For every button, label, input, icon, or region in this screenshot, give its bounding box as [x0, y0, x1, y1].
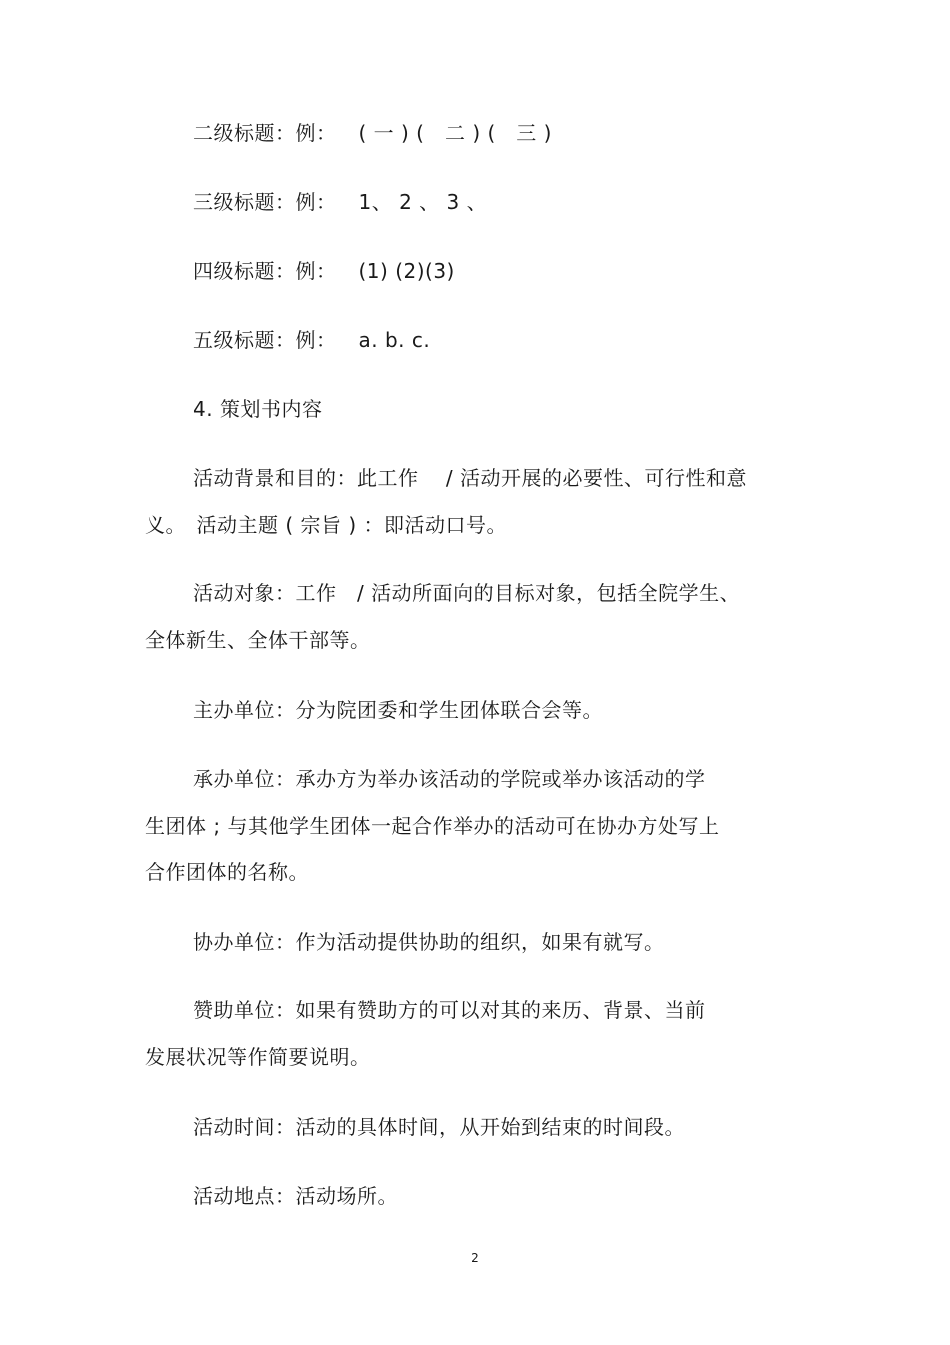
- heading-level-example: a. b. c.: [358, 328, 431, 352]
- heading-level-label: 三级标题：例：: [193, 190, 337, 214]
- paragraph-line: 义。 活动主题 ( 宗旨 ) ：即活动口号。: [145, 513, 508, 537]
- paragraph-line: 合作团体的名称。: [145, 860, 309, 884]
- heading-level-3-line: [193, 188, 487, 216]
- paragraph-line: 活动背景和目的：此工作 / 活动开展的必要性、可行性和意: [193, 466, 747, 490]
- paragraph-line: 活动地点：活动场所。: [193, 1184, 398, 1208]
- heading-level-4-line: [193, 257, 455, 285]
- heading-level-label: 五级标题：例：: [193, 328, 337, 352]
- paragraph-line: 承办单位：承办方为举办该活动的学院或举办该活动的学: [193, 767, 706, 791]
- paragraph-line: 主办单位：分为院团委和学生团体联合会等。: [193, 698, 603, 722]
- paragraph-line: 发展状况等作简要说明。: [145, 1045, 371, 1069]
- paragraph-line: 协办单位：作为活动提供协助的组织，如果有就写。: [193, 930, 665, 954]
- paragraph-line: 生团体 ; 与其他学生团体一起合作举办的活动可在协办方处写上: [145, 814, 720, 838]
- heading-level-example: 1、 2 、 3 、: [358, 190, 488, 214]
- heading-level-example: (1) (2)(3): [358, 259, 455, 283]
- heading-level-2-line: [193, 119, 552, 147]
- paragraph-line: 活动对象：工作 / 活动所面向的目标对象，包括全院学生、: [193, 581, 741, 605]
- page-number: 2: [471, 1251, 479, 1265]
- section-title: 4. 策划书内容: [193, 397, 323, 421]
- heading-level-label: 二级标题：例：: [193, 121, 337, 145]
- paragraph-line: 赞助单位：如果有赞助方的可以对其的来历、背景、当前: [193, 998, 706, 1022]
- paragraph-line: 全体新生、全体干部等。: [145, 628, 371, 652]
- heading-level-label: 四级标题：例：: [193, 259, 337, 283]
- heading-level-5-line: [193, 326, 430, 354]
- heading-level-example: ( 一 ) ( 二 ) ( 三 ): [358, 121, 552, 145]
- paragraph-line: 活动时间：活动的具体时间，从开始到结束的时间段。: [193, 1115, 685, 1139]
